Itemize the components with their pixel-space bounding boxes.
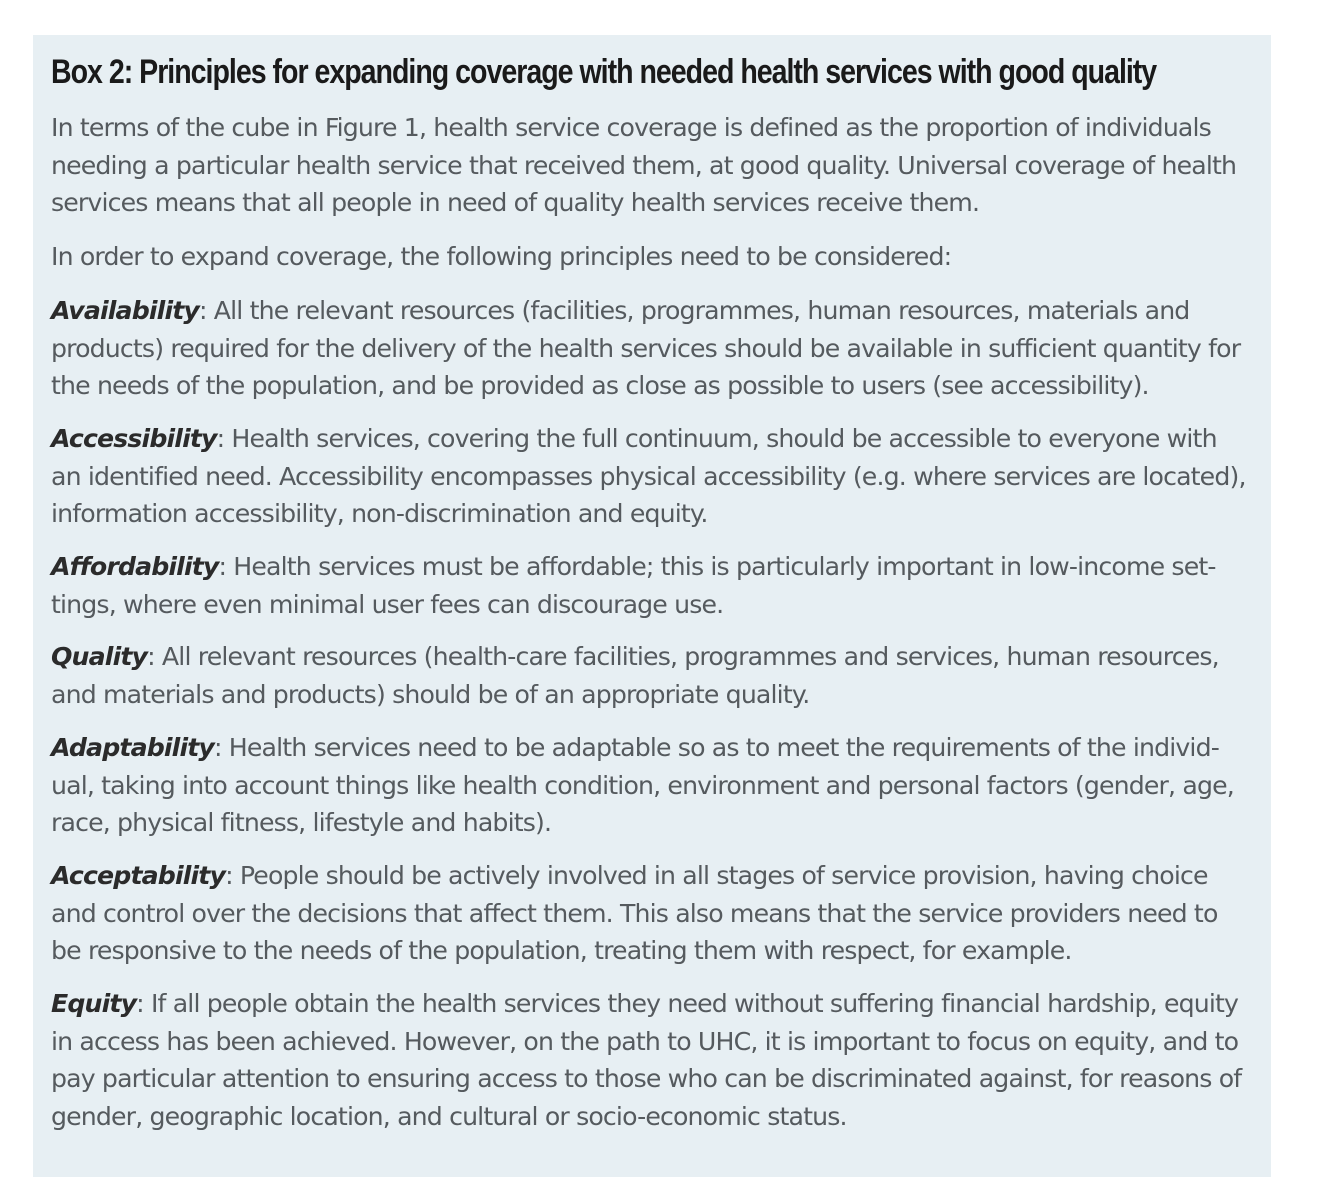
principle-term: Availability (51, 295, 199, 325)
principle-term: Accessibility (51, 423, 217, 453)
principles-box (33, 35, 1271, 1177)
intro-paragraph: In terms of the cube in Figure 1, health service coverage is defined as the proportion of individuals needing a particular health service that received them, at good quality. Universal coverage of health services means that all people in need of quality health services receive them. (51, 113, 1237, 218)
principle-affordability (51, 548, 1251, 623)
principle-text: : Health services, covering the full continuum, should be accessible to everyone with an identified need. Accessibility encompasses physical accessibility (e.g. where services are located), information accessibility, non-discrimination and equity. (51, 423, 1246, 529)
principle-text: : All the relevant resources (facilities, programmes, human resources, materials and products) required for the delivery of the health services should be available in sufficient quantity for the needs of the population, and be provided as close as possible to users (see accessibility). (51, 295, 1241, 401)
principle-term: Equity (51, 989, 137, 1019)
principle-quality (51, 638, 1251, 713)
principle-equity (51, 985, 1251, 1136)
principle-text: : If all people obtain the health services they need without suffering financial hardship, equity in access has been achieved. However, on the path to UHC, it is important to focus on equity, and to pay particular attention to ensuring access to those who can be discriminated against, for reasons of gender, geographic location, and cultural or socio-economic status. (51, 989, 1242, 1132)
principle-text: : Health services need to be adaptable so as to meet the requirements of the individ-ual, taking into account things like health condition, environment and personal factors (gender, age, race, physical fitness, lifestyle and habits). (51, 732, 1234, 838)
principle-accessibility (51, 420, 1251, 533)
lead-paragraph: In order to expand coverage, the following principles need to be considered: (51, 242, 952, 272)
principle-text: : People should be actively involved in all stages of service provision, having choice and control over the decisions that affect them. This also means that the service providers need to be responsive to the needs of the population, treating them with respect, for example. (51, 860, 1218, 966)
principle-term: Adaptability (51, 732, 215, 762)
principle-term: Quality (51, 642, 148, 672)
box-title: Box 2: Principles for expanding coverage with needed health services with good quality (51, 53, 1157, 91)
principle-term: Affordability (51, 552, 219, 582)
principle-text: : Health services must be affordable; this is particularly important in low-income set-tings, where even minimal user fees can discourage use. (51, 552, 1216, 619)
principle-term: Acceptability (51, 860, 226, 890)
principle-adaptability (51, 729, 1251, 842)
principle-acceptability (51, 857, 1251, 970)
principle-text: : All relevant resources (health-care facilities, programmes and services, human resources, and materials and products) should be of an appropriate quality. (51, 642, 1219, 710)
principle-availability (51, 292, 1251, 405)
